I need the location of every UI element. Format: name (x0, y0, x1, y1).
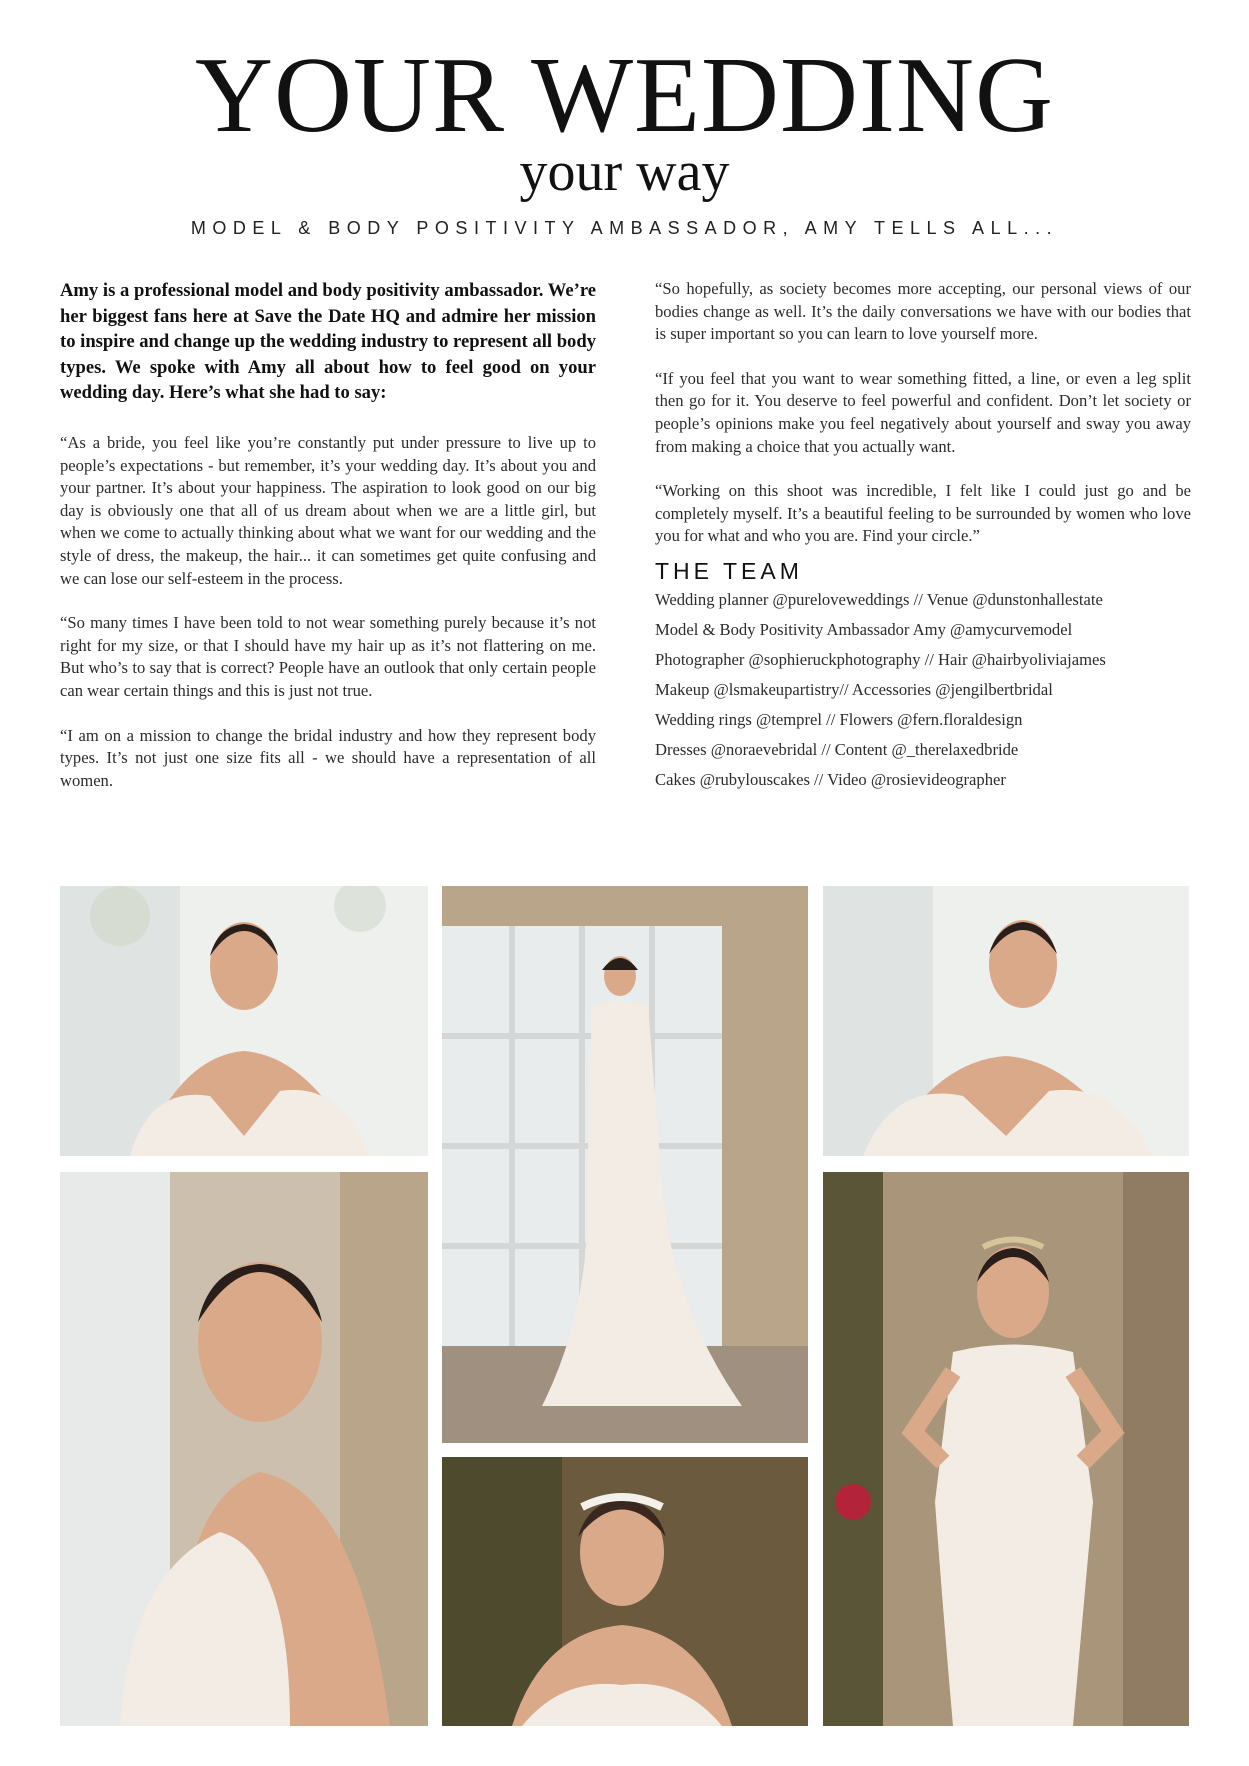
bride-photo-window (442, 886, 808, 1443)
team-credit-line: Makeup @lsmakeupartistry// Accessories @jengilbertbridal (655, 679, 1053, 699)
bride-photo-profile (60, 1172, 428, 1726)
bride-photo-top-right (823, 886, 1189, 1156)
article-paragraph: “If you feel that you want to wear something fitted, a line, or even a leg split then go for it. You deserve to feel powerful and confident. Don’t let society or people’s opinions make you feel negatively about yourself and sway you away from making a choice that you actually want. (655, 368, 1191, 456)
team-credit-line: Wedding planner @pureloveweddings // Venue @dunstonhallestate (655, 589, 1103, 609)
page-subtitle: your way (519, 141, 730, 203)
article-paragraph: “As a bride, you feel like you’re constantly put under pressure to live up to people’s expectations - but remember, it’s your wedding day. It’s about you and your partner. It’s about your happiness. The aspiration to look good on our big day is obviously one that all of us dream about when we are a little girl, but when we come to actually thinking about what we want for our wedding and the style of dress, the makeup, the hair... it can sometimes get quite confusing and we can lose our self-esteem in the process. (60, 432, 596, 588)
article-paragraph: “So many times I have been told to not wear something purely because it’s not right for my size, or that I should have my hair up as it’s not flattering on me. But who’s to say that is correct? People have an outlook that only certain people can wear certain things and this is just not true. (60, 613, 596, 700)
team-credit-line: Wedding rings @temprel // Flowers @fern.floraldesign (655, 709, 1023, 729)
bride-photo-top-left (60, 886, 428, 1156)
article-paragraph: “So hopefully, as society becomes more accepting, our personal views of our bodies change as well. It’s the daily conversations we have with our bodies that is super important so you can learn to love yourself more. (655, 279, 1191, 344)
team-credit-line: Cakes @rubylouscakes // Video @rosievideographer (655, 769, 1006, 789)
team-credit-line: Photographer @sophieruckphotography // Hair @hairbyoliviajames (655, 649, 1106, 669)
team-credit-line: Model & Body Positivity Ambassador Amy @amycurvemodel (655, 619, 1073, 639)
article-paragraph: “Working on this shoot was incredible, I felt like I could just go and be completely myself. It’s a beautiful feeling to be surrounded by women who love you for what and who you are. Find your circle.” (655, 481, 1191, 546)
team-credit-line: Dresses @noraevebridal // Content @_therelaxedbride (655, 739, 1019, 759)
bride-photo-full-length (823, 1172, 1189, 1726)
article-column-right (655, 278, 1191, 795)
page-title: YOUR WEDDING (195, 36, 1054, 155)
article-paragraph: “I am on a mission to change the bridal industry and how they represent body types. It’s not just one size fits all - we should have a representation of all women. (60, 725, 596, 790)
team-credits (655, 585, 1191, 795)
bride-photo-headpiece (442, 1457, 808, 1726)
article-kicker: MODEL & BODY POSITIVITY AMBASSADOR, AMY TELLS ALL... (190, 218, 1059, 238)
article-intro: Amy is a professional model and body positivity ambassador. We’re her biggest fans here at Save the Date HQ and admire her mission to inspire and change up the wedding industry to represent all body types. We spoke with Amy all about how to feel good on your wedding day. Here’s what she had to say: (60, 280, 596, 404)
article-column-left (60, 278, 596, 814)
team-heading: THE TEAM (655, 557, 803, 584)
